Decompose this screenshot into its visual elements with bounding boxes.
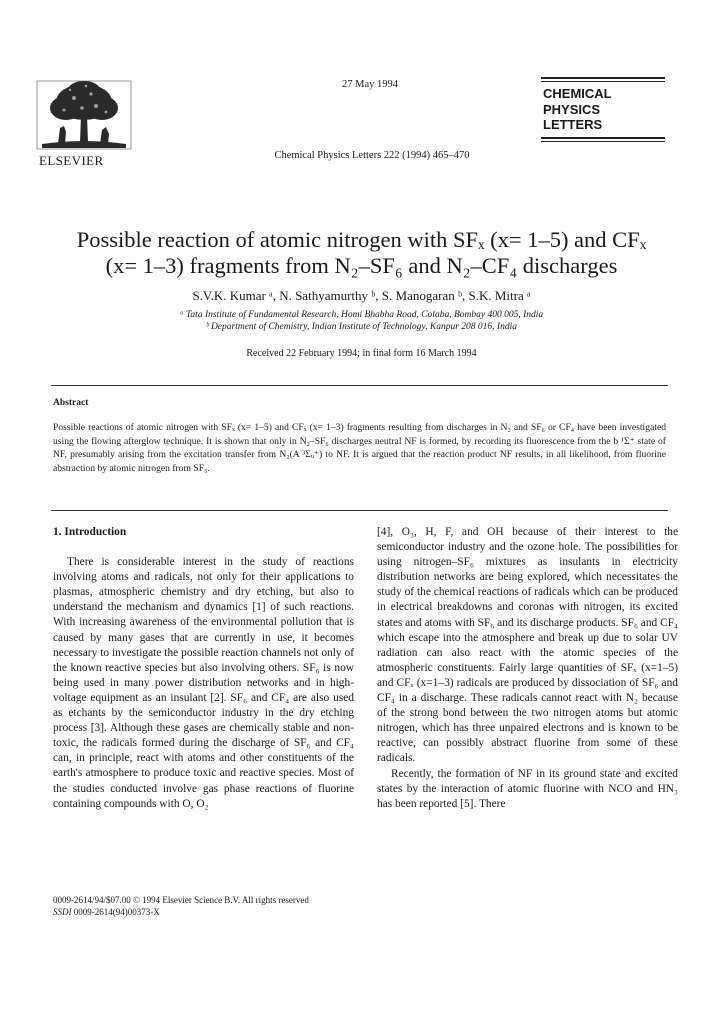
affiliation: ᵃ Tata Institute of Fundamental Research, Homi Bhabha Road, Colaba, Bombay 400 005, India xyxy=(179,310,544,320)
copyright-footer xyxy=(53,894,309,918)
affiliation: ᵇ Department of Chemistry, Indian Institute of Technology, Kanpur 208 016, India xyxy=(206,322,517,332)
brand-rule xyxy=(541,141,665,142)
divider xyxy=(51,510,668,511)
paper-title xyxy=(40,227,683,279)
right-column xyxy=(377,525,678,812)
publisher-name: ELSEVIER xyxy=(39,153,104,168)
abstract-text: Possible reactions of atomic nitrogen with SFₓ (x= 1–5) and CFₓ (x= 1–3) fragments resulting from discharges in N₂ and SF₆ or CF₄ have been investigated using the flowing afterglow technique. It is shown that only in N₂–SF₆ discharges neutral NF is formed, by recording its fluorescence from the b ¹Σ⁺ state of NF, presumably arising from the excitation transfer from N₂(A ³Σᵤ⁺) to NF. It is argued that the reaction product NF results, in all likelihood, from fluorine abstraction by atomic nitrogen from SF₅. xyxy=(53,422,666,474)
title-line: Possible reaction of atomic nitrogen with SFₓ (x= 1–5) and CFₓ xyxy=(76,227,647,252)
body-paragraph: There is considerable interest in the study of reactions involving atoms and radicals, not only for their applications to plasmas, atmospheric chemistry and dry etching, but also to understand the mechanism and dynamics [1] of such reactions. With increasing awareness of the environmental pollution that is caused by many gases that are currently in use, it becomes necessary to investigate the possible reaction channels not only of the known reactive species but also involving others. SF₆ is now being used in many power distribution networks and in high-voltage equipment as an insulant [2]. SF₆ and CF₄ are also used as etchants by the semiconductor industry in the dry etching process [3]. Although these gases are chemically stable and non-toxic, the radicals formed during the discharge of SF₆ and CF₄ can, in principle, react with atoms and other constituents of the earth's atmosphere to produce toxic and reactive species. Most of the studies conducted involve gas phase reactions of fluorine containing compounds with O, O₂ xyxy=(53,556,354,810)
divider xyxy=(51,385,668,386)
left-column xyxy=(53,525,354,812)
brand-line: PHYSICS xyxy=(543,101,601,117)
brand-line: LETTERS xyxy=(543,117,603,132)
body-paragraph: Recently, the formation of NF in its ground state and excited states by the interaction of atomic fluorine with NCO and HN₃ has been reported [5]. There xyxy=(377,767,678,810)
journal-brand-text xyxy=(541,82,665,135)
elsevier-logo xyxy=(36,80,132,169)
journal-citation: Chemical Physics Letters 222 (1994) 465–470 xyxy=(274,150,470,161)
journal-brand xyxy=(541,77,665,142)
ssdi-line xyxy=(53,906,309,918)
body-paragraph: [4], O₃, H, F, and OH because of their interest to the semiconductor industry and the ozone hole. The possibilities for using nitrogen–SF₆ mixtures as insulants in electricity distribution networks are being explored, which necessitates the study of the chemical reactions of radicals which can be produced in electrical breakdowns and coronas with nitrogen, its excited states and atoms with SF₆ and its discharge products. SF₆ and CF₄ which escape into the atmosphere and break up due to solar UV radiation can also react with the atomic species of the atmospheric constituents. Fairly large quantities of SFₓ (x=1–5) and CFₓ (x=1–3) radicals are produced by dissociation of SF₆ and CF₄ in a discharge. These radicals cannot react with N₂ because of the strong bond between the two nitrogen atoms but atomic nitrogen, which has three unpaired electrons and is known to be reactive, can possibly abstract fluorine from some of these radicals. xyxy=(377,526,678,765)
issue-date: 27 May 1994 xyxy=(342,79,398,90)
affiliations xyxy=(40,309,683,333)
ssdi-label: SSDI xyxy=(53,907,72,917)
abstract-heading: Abstract xyxy=(53,398,89,408)
author-list: S.V.K. Kumar ᵃ, N. Sathyamurthy ᵇ, S. Manogaran ᵇ, S.K. Mitra ᵃ xyxy=(192,288,531,303)
brand-rule xyxy=(541,137,665,139)
section-heading: 1. Introduction xyxy=(53,526,127,538)
elsevier-tree-icon xyxy=(36,80,132,150)
title-line: (x= 1–3) fragments from N₂–SF₆ and N₂–CF₄ discharges xyxy=(105,253,618,278)
copyright-line: 0009-2614/94/$07.00 © 1994 Elsevier Science B.V. All rights reserved xyxy=(53,895,309,905)
received-dates: Received 22 February 1994; in final form 16 March 1994 xyxy=(246,348,477,359)
brand-line: CHEMICAL xyxy=(543,86,612,101)
brand-rule xyxy=(541,77,665,79)
ssdi-value: 0009-2614(94)00373-X xyxy=(73,907,160,917)
